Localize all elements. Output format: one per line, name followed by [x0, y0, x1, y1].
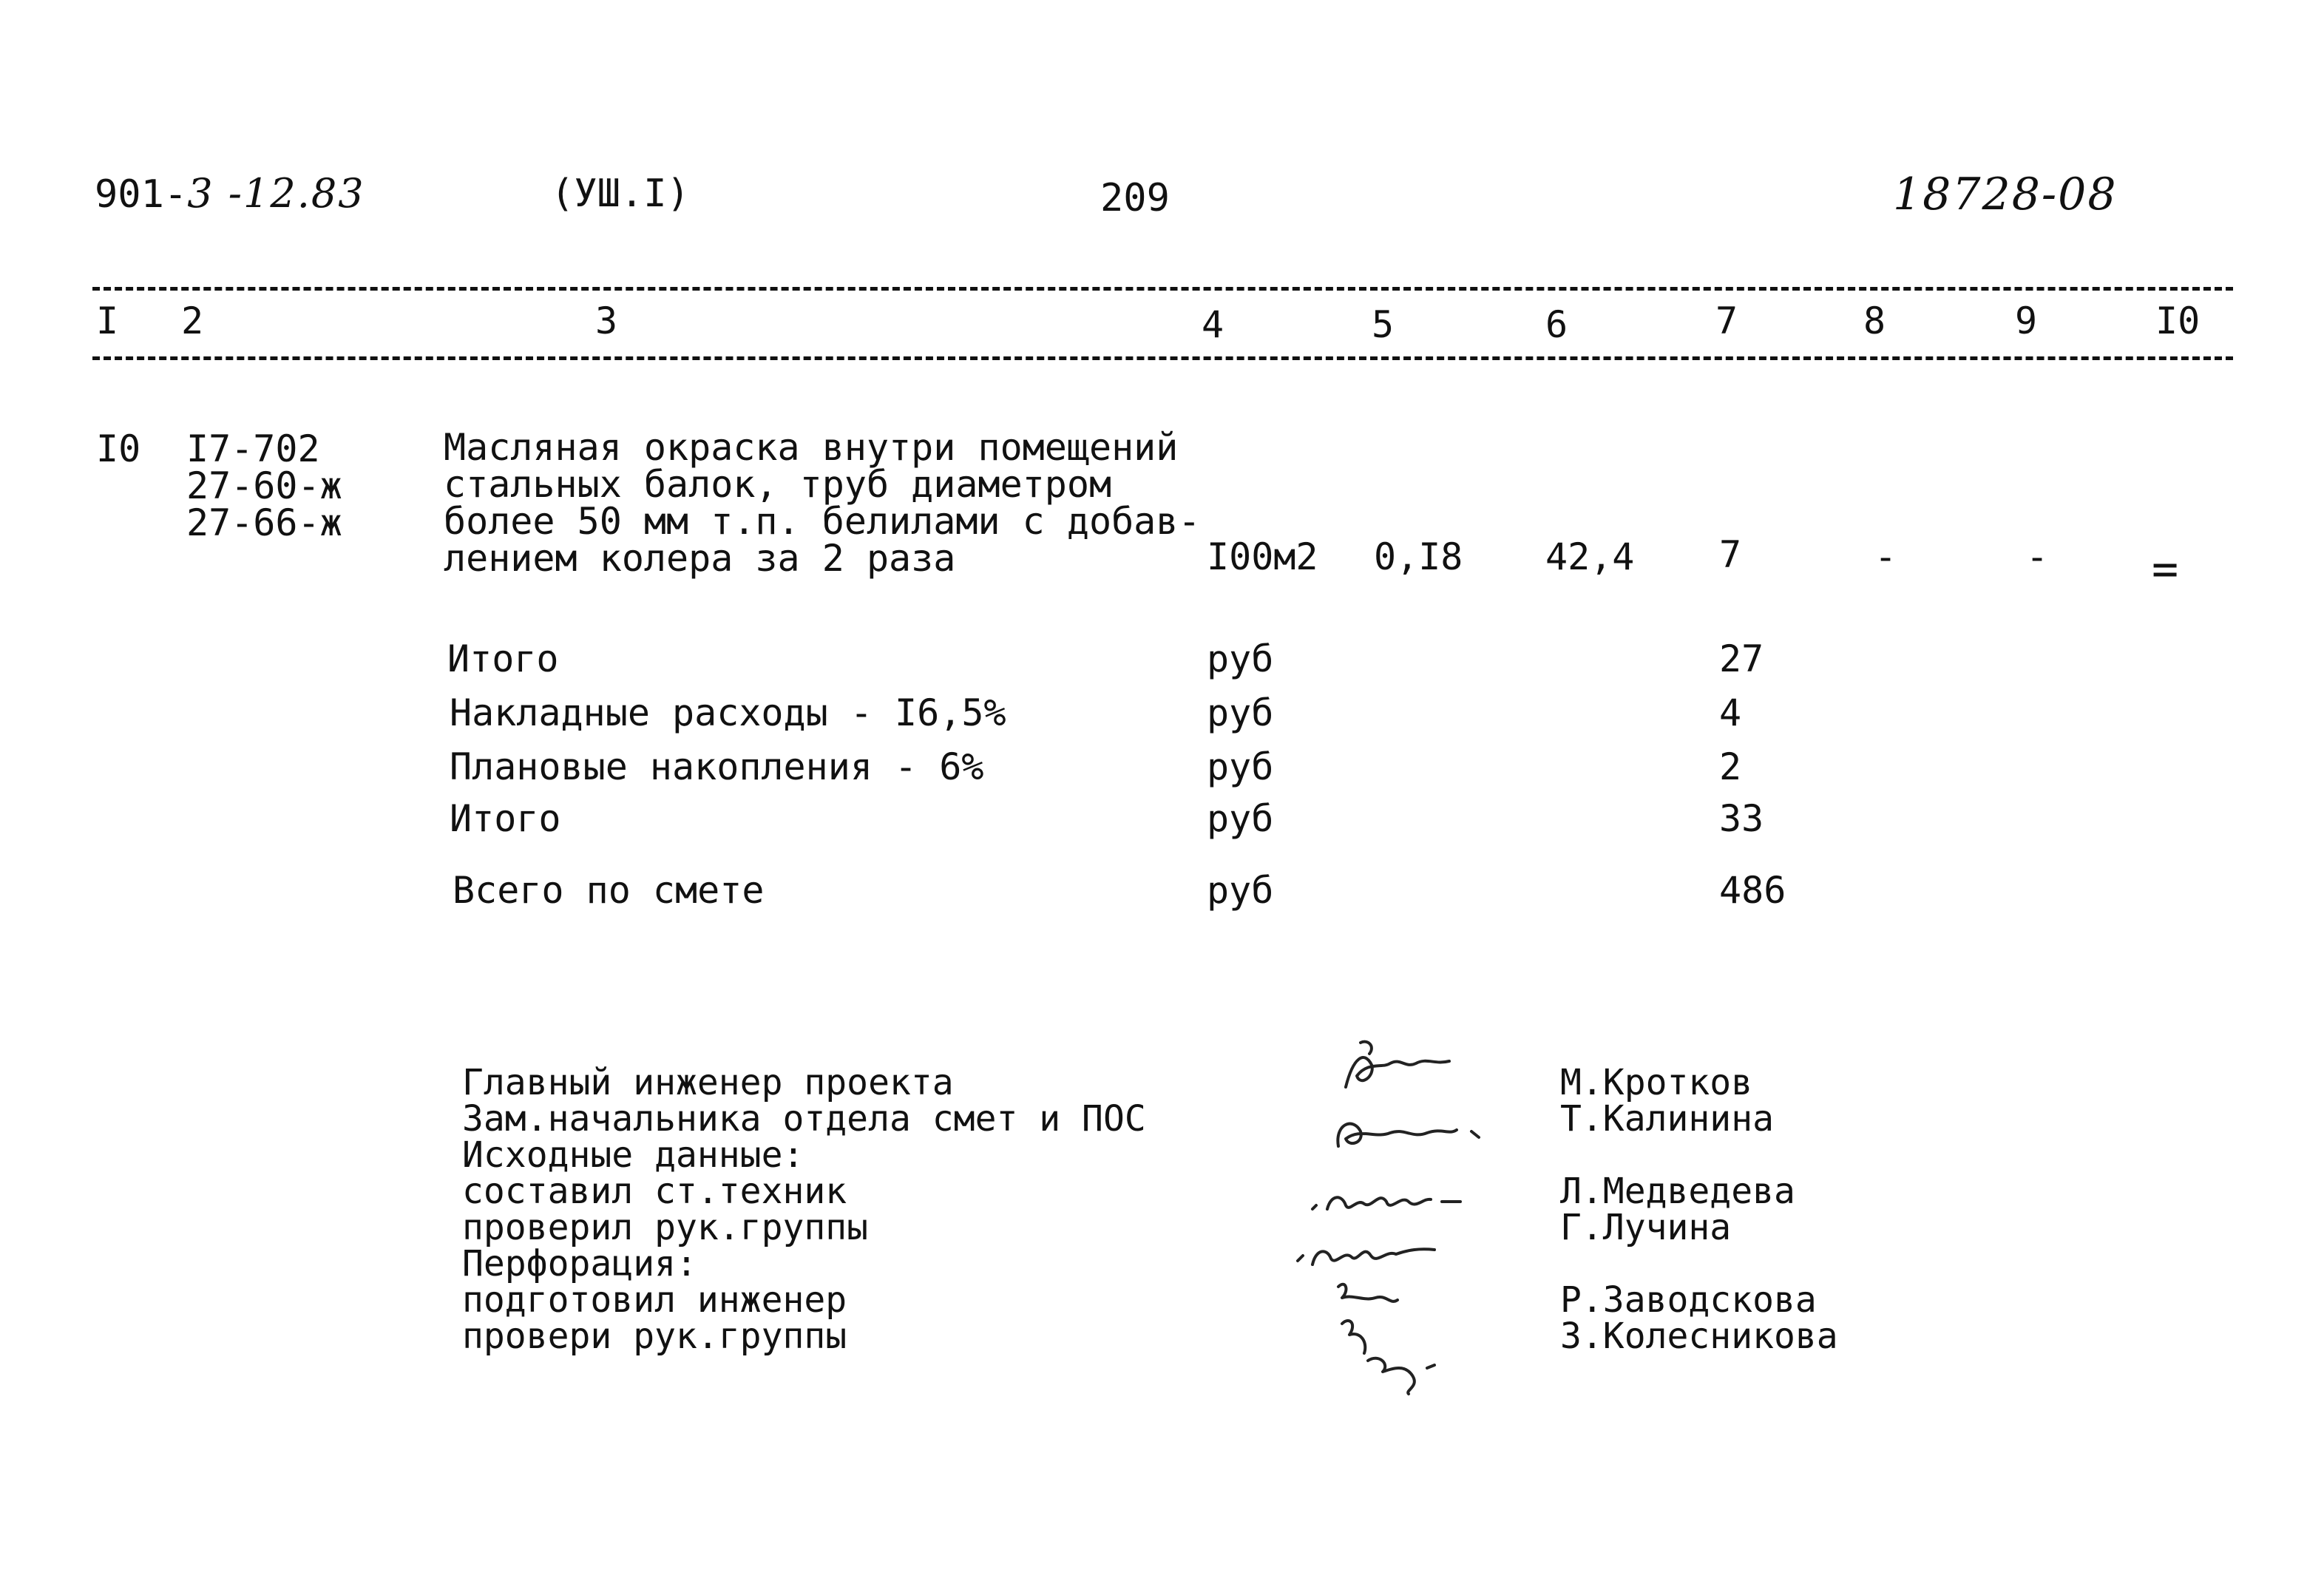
handwritten-signature [1324, 1272, 1457, 1398]
signature-role: провери рук.группы [462, 1316, 847, 1357]
signature-role: Исходные данные: [462, 1134, 804, 1176]
column-number-10: I0 [2155, 299, 2201, 342]
row-codes [186, 427, 342, 544]
summary-value: 4 [1719, 691, 1742, 734]
signatory-name: Р.Заводскова [1560, 1279, 1817, 1321]
row-number: I0 [96, 427, 141, 470]
summary-unit: руб [1207, 691, 1274, 734]
summary-label: Плановые накопления - 6% [450, 745, 984, 788]
handwritten-signature [1301, 1168, 1479, 1228]
summary-unit: руб [1207, 745, 1274, 788]
row-description [444, 426, 1201, 580]
signatory-name: Л.Медведева [1560, 1171, 1795, 1212]
row-code: 27-60-ж [186, 464, 342, 507]
signature-role: Зам.начальника отдела смет и ПОС [462, 1098, 1146, 1140]
row-unit: I00м2 [1207, 535, 1318, 578]
signature-role: проверил рук.группы [462, 1207, 869, 1248]
column-number-1: I [96, 299, 119, 342]
column-number-9: 9 [2015, 299, 2038, 342]
signature-role: составил ст.техник [462, 1171, 847, 1212]
signatory-name: М.Кротков [1560, 1062, 1753, 1103]
signature-labels [462, 1062, 1146, 1357]
column-number-2: 2 [181, 299, 204, 342]
summary-value: 2 [1719, 745, 1742, 788]
document-code [95, 170, 365, 217]
signature-role: Главный инженер проекта [462, 1062, 954, 1103]
summary-label: Итого [450, 797, 561, 840]
summary-value: 33 [1719, 797, 1764, 840]
handwritten-signature [1324, 1102, 1494, 1161]
summary-value: 27 [1719, 637, 1764, 680]
table-top-rule [92, 287, 2233, 291]
album-number: (УШ.I) [551, 172, 690, 216]
signature-role: Перфорация: [462, 1243, 697, 1284]
row-col10-mark: = [2152, 544, 2179, 595]
handwritten-signature [1287, 1220, 1471, 1279]
signatory-name [1560, 1246, 1838, 1282]
row-code: 27-66-ж [186, 501, 342, 544]
summary-unit: руб [1207, 797, 1274, 840]
description-line: Масляная окраска внутри помещений [444, 426, 1179, 469]
signatory-name: Г.Лучина [1560, 1207, 1732, 1248]
summary-label: Итого [447, 637, 559, 680]
row-code: I7-702 [186, 427, 320, 470]
column-number-6: 6 [1545, 303, 1568, 346]
document-code-printed: 901- [95, 172, 188, 217]
summary-label: Накладные расходы - I6,5% [450, 691, 1006, 734]
page-number: 209 [1100, 176, 1170, 220]
row-col9: - [2026, 535, 2049, 578]
summary-label: Всего по смете [453, 869, 765, 912]
description-line: более 50 мм т.п. белилами с добав- [444, 500, 1201, 543]
row-quantity: 0,I8 [1374, 535, 1463, 578]
column-number-5: 5 [1372, 303, 1395, 346]
column-number-7: 7 [1715, 299, 1738, 342]
summary-unit: руб [1207, 637, 1274, 680]
signature-names [1560, 1062, 1838, 1357]
signatory-name: Т.Калинина [1560, 1098, 1774, 1140]
handwritten-signature [1331, 1035, 1479, 1102]
row-total: 7 [1719, 533, 1742, 576]
column-number-4: 4 [1202, 303, 1224, 346]
summary-unit: руб [1207, 869, 1274, 912]
summary-value: 486 [1719, 869, 1786, 912]
column-number-8: 8 [1863, 299, 1886, 342]
signatory-name [1560, 1137, 1838, 1174]
description-line: стальных балок, труб диаметром [444, 463, 1112, 506]
signature-role: подготовил инженер [462, 1279, 847, 1321]
table-header-rule [92, 356, 2233, 360]
signatory-name: З.Колесникова [1560, 1316, 1838, 1357]
column-number-3: 3 [595, 299, 618, 342]
inventory-number: 18728-08 [1893, 169, 2118, 220]
description-line: лением колера за 2 раза [444, 537, 956, 580]
row-unit-price: 42,4 [1545, 535, 1635, 578]
document-code-handwritten: 3 -12.83 [187, 170, 365, 217]
row-col8: - [1874, 535, 1897, 578]
